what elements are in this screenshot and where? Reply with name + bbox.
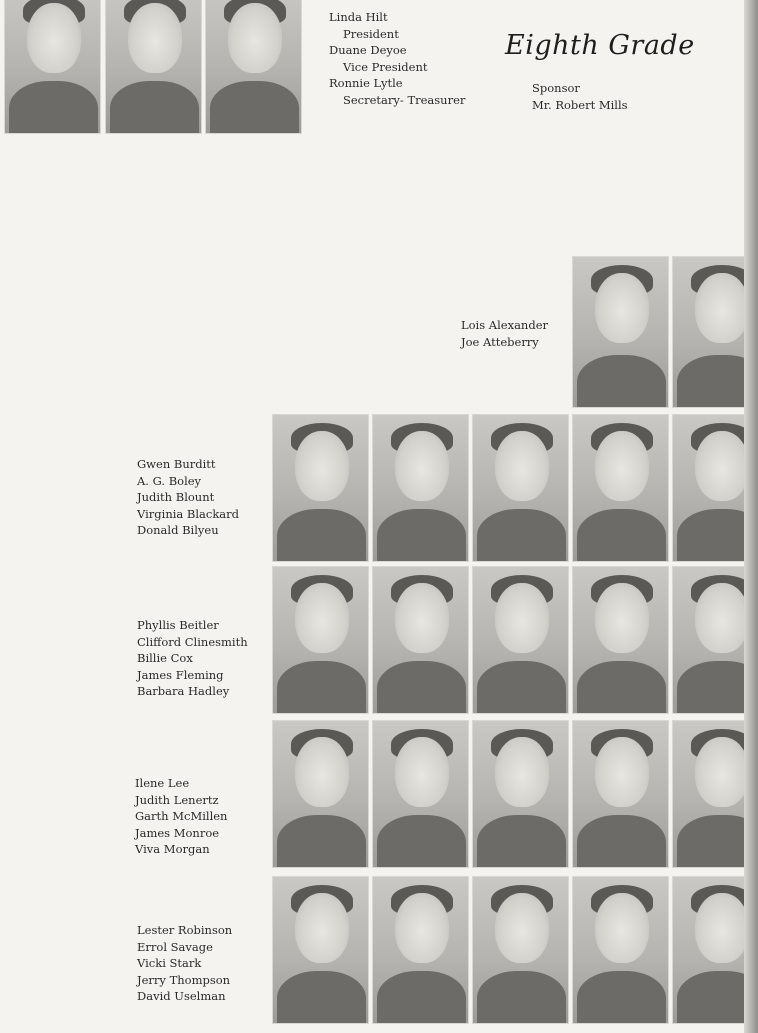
officer-title: President bbox=[343, 26, 399, 41]
student-photo bbox=[472, 876, 569, 1024]
student-names-group bbox=[137, 922, 232, 1005]
officer-name: Linda Hilt bbox=[329, 10, 388, 24]
student-name: Phyllis Beitler bbox=[137, 618, 219, 632]
student-photo bbox=[372, 566, 469, 714]
officers-list bbox=[329, 9, 465, 108]
student-photo bbox=[472, 414, 569, 562]
student-name: Barbara Hadley bbox=[137, 684, 230, 698]
student-name: Jerry Thompson bbox=[137, 972, 231, 987]
student-name: David Uselman bbox=[137, 989, 226, 1003]
student-photo bbox=[272, 720, 369, 868]
student-name: James Fleming bbox=[137, 667, 224, 682]
student-photo bbox=[272, 414, 369, 562]
officer-name: Duane Deyoe bbox=[329, 43, 407, 57]
student-photo bbox=[572, 876, 669, 1024]
student-photo bbox=[372, 720, 469, 868]
student-name: James Monroe bbox=[135, 825, 220, 840]
page-title: Eighth Grade bbox=[505, 30, 695, 61]
student-photo bbox=[572, 256, 669, 408]
student-names-group bbox=[135, 775, 227, 858]
student-photo bbox=[372, 876, 469, 1024]
officer-photo bbox=[4, 0, 101, 134]
officer-title: Vice President bbox=[343, 59, 428, 74]
student-name: Vicki Stark bbox=[137, 956, 202, 970]
student-photo bbox=[572, 720, 669, 868]
student-name: Joe Atteberry bbox=[461, 334, 539, 349]
student-name: Gwen Burditt bbox=[137, 457, 216, 471]
sponsor-name: Mr. Robert Mills bbox=[532, 98, 628, 112]
officer-photo bbox=[205, 0, 302, 134]
student-name: A. G. Boley bbox=[137, 473, 202, 488]
student-name: Donald Bilyeu bbox=[137, 523, 219, 537]
student-names-group bbox=[461, 317, 548, 350]
student-name: Viva Morgan bbox=[135, 842, 210, 856]
student-name: Judith Lenertz bbox=[135, 792, 219, 807]
student-photo bbox=[472, 720, 569, 868]
student-name: Ilene Lee bbox=[135, 776, 190, 790]
page-edge-shadow bbox=[744, 0, 758, 1033]
sponsor-block bbox=[532, 80, 628, 114]
student-name: Garth McMillen bbox=[135, 809, 228, 823]
student-photo bbox=[572, 566, 669, 714]
student-names-group bbox=[137, 617, 248, 700]
student-photo bbox=[572, 414, 669, 562]
student-name: Lois Alexander bbox=[461, 318, 548, 332]
sponsor-label: Sponsor bbox=[532, 81, 580, 95]
officer-photo bbox=[105, 0, 202, 134]
student-name: Errol Savage bbox=[137, 939, 213, 954]
student-names-group bbox=[137, 456, 239, 539]
student-name: Clifford Clinesmith bbox=[137, 634, 248, 649]
student-name: Judith Blount bbox=[137, 490, 215, 504]
student-photo bbox=[272, 876, 369, 1024]
student-name: Billie Cox bbox=[137, 651, 193, 665]
student-photo bbox=[372, 414, 469, 562]
student-name: Virginia Blackard bbox=[137, 506, 240, 521]
officer-name: Ronnie Lytle bbox=[329, 76, 403, 90]
student-name: Lester Robinson bbox=[137, 923, 233, 937]
officer-title: Secretary- Treasurer bbox=[343, 92, 466, 107]
student-photo bbox=[472, 566, 569, 714]
student-photo bbox=[272, 566, 369, 714]
